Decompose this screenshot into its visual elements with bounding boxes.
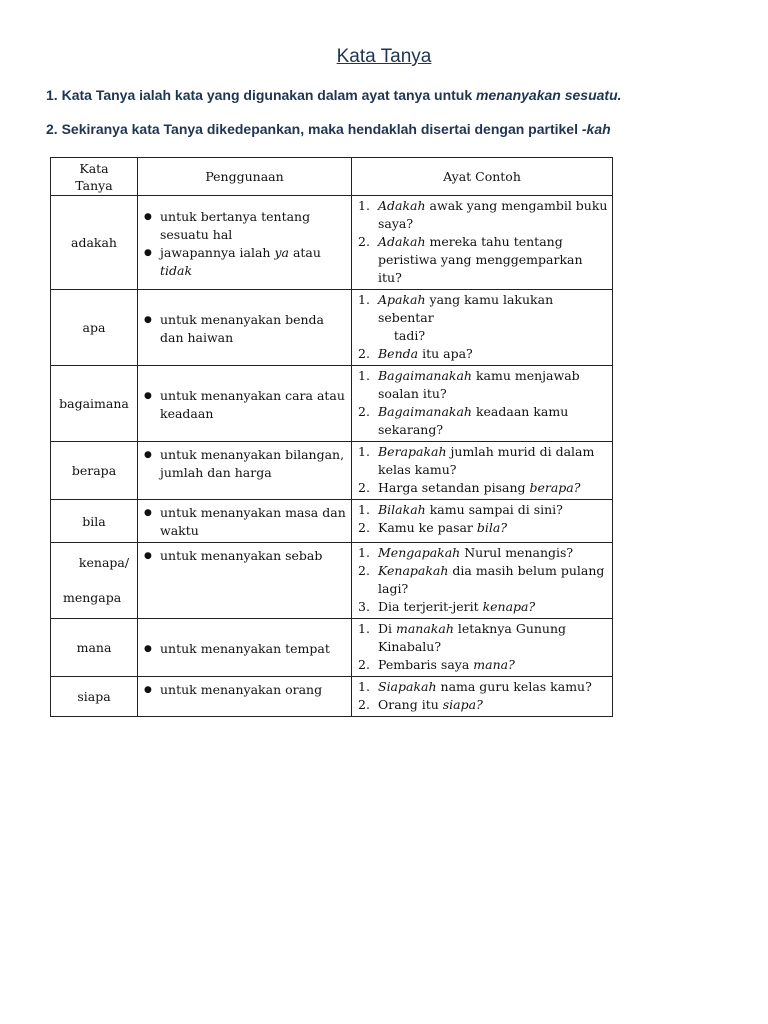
note-2-number: 2. xyxy=(46,121,58,137)
note-1 xyxy=(46,87,746,103)
usage-list xyxy=(138,543,351,567)
usage-list xyxy=(138,307,351,349)
note-2 xyxy=(46,121,746,137)
example-item: 2. Orang itu siapa? xyxy=(358,697,483,712)
kata-word: bagaimana xyxy=(59,396,129,411)
example-list xyxy=(352,442,612,499)
note-2-text: Sekiranya kata Tanya dikedepankan, maka hendaklah disertai dengan partikel xyxy=(61,121,578,137)
penggunaan-cell xyxy=(138,677,352,717)
example-list xyxy=(352,500,612,539)
penggunaan-cell xyxy=(138,366,352,442)
usage-item: ● untuk bertanya tentang sesuatu hal xyxy=(144,208,347,244)
usage-item: ● jawapannya ialah ya atau tidak xyxy=(144,244,347,280)
note-1-text: Kata Tanya ialah kata yang digunakan dalam ayat tanya untuk xyxy=(61,87,473,103)
example-item: 2. Adakah mereka tahu tentang peristiwa yang menggemparkan itu? xyxy=(358,234,583,285)
usage-list xyxy=(138,442,351,484)
penggunaan-cell xyxy=(138,196,352,290)
table-row xyxy=(51,677,613,717)
kata-cell xyxy=(51,500,138,543)
kata-word: adakah xyxy=(71,235,117,250)
ayat-contoh-cell xyxy=(352,366,613,442)
kata-tanya-table xyxy=(50,157,613,717)
table-row xyxy=(51,500,613,543)
note-1-number: 1. xyxy=(46,87,58,103)
table-header-row xyxy=(51,158,613,196)
ayat-contoh-cell xyxy=(352,677,613,717)
note-1-italic: menanyakan sesuatu. xyxy=(476,87,622,103)
kata-word: siapa xyxy=(77,689,111,704)
ayat-contoh-cell xyxy=(352,290,613,366)
example-item: 1. Apakah yang kamu lakukan sebentar tadi? xyxy=(358,292,554,343)
ayat-contoh-cell xyxy=(352,619,613,677)
kata-cell xyxy=(51,196,138,290)
header-kata-tanya: Kata Tanya xyxy=(51,158,138,196)
example-item: 2. Kenapakah dia masih belum pulang lagi? xyxy=(358,563,605,596)
ayat-contoh-cell xyxy=(352,196,613,290)
example-item: 1. Siapakah nama guru kelas kamu? xyxy=(358,679,592,694)
kata-word: apa xyxy=(82,320,106,335)
usage-list xyxy=(138,204,351,282)
kata-cell xyxy=(51,442,138,500)
table-row xyxy=(51,543,613,619)
usage-item: ● untuk menanyakan sebab xyxy=(144,547,347,565)
usage-item: ● untuk menanyakan bilangan, jumlah dan harga xyxy=(144,446,347,482)
usage-item: ● untuk menanyakan masa dan waktu xyxy=(144,504,347,540)
penggunaan-cell xyxy=(138,543,352,619)
example-list xyxy=(352,196,612,289)
example-item: 2. Kamu ke pasar bila? xyxy=(358,520,508,535)
kata-word: mana xyxy=(76,640,112,655)
table-row xyxy=(51,290,613,366)
table-row xyxy=(51,442,613,500)
usage-item: ● untuk menanyakan orang xyxy=(144,681,347,699)
usage-item: ● untuk menanyakan cara atau keadaan xyxy=(144,387,347,423)
example-item: 2. Harga setandan pisang berapa? xyxy=(358,480,581,495)
header-penggunaan: Penggunaan xyxy=(138,158,352,196)
usage-item: ● untuk menanyakan tempat xyxy=(144,640,347,658)
usage-item: ● untuk menanyakan benda dan haiwan xyxy=(144,311,347,347)
example-item: 2. Bagaimanakah keadaan kamu sekarang? xyxy=(358,404,569,437)
usage-list xyxy=(138,677,351,701)
table-row xyxy=(51,619,613,677)
example-list xyxy=(352,290,612,365)
example-item: 1. Berapakah jumlah murid di dalam kelas kamu? xyxy=(358,444,595,477)
ayat-contoh-cell xyxy=(352,543,613,619)
kata-cell xyxy=(51,366,138,442)
table-body xyxy=(51,196,613,717)
kata-word-alt: mengapa xyxy=(63,590,122,605)
example-item: 1. Adakah awak yang mengambil buku saya? xyxy=(358,198,608,231)
example-list xyxy=(352,543,612,618)
ayat-contoh-cell xyxy=(352,442,613,500)
example-item: 3. Dia terjerit-jerit kenapa? xyxy=(358,599,536,614)
example-item: 1. Bagaimanakah kamu menjawab soalan itu? xyxy=(358,368,580,401)
kata-cell xyxy=(51,290,138,366)
penggunaan-cell xyxy=(138,290,352,366)
penggunaan-cell xyxy=(138,500,352,543)
example-item: 2. Benda itu apa? xyxy=(358,346,473,361)
penggunaan-cell xyxy=(138,619,352,677)
usage-list xyxy=(138,636,351,660)
example-item: 1. Bilakah kamu sampai di sini? xyxy=(358,502,563,517)
penggunaan-cell xyxy=(138,442,352,500)
example-item: 1. Di manakah letaknya Gunung Kinabalu? xyxy=(358,621,567,654)
example-list xyxy=(352,677,612,716)
table-row xyxy=(51,366,613,442)
note-2-italic: -kah xyxy=(581,121,611,137)
kata-cell xyxy=(51,543,138,619)
table-row xyxy=(51,196,613,290)
kata-word: bila xyxy=(82,513,106,529)
page-title: Kata Tanya xyxy=(336,46,432,67)
kata-word: berapa xyxy=(71,463,117,478)
ayat-contoh-cell xyxy=(352,500,613,543)
kata-cell xyxy=(51,677,138,717)
example-item: 2. Pembaris saya mana? xyxy=(358,657,515,672)
header-ayat-contoh: Ayat Contoh xyxy=(352,158,613,196)
example-item: 1. Mengapakah Nurul menangis? xyxy=(358,545,574,560)
kata-word: kenapa/ xyxy=(78,555,130,570)
kata-cell xyxy=(51,619,138,677)
usage-list xyxy=(138,500,351,542)
example-list xyxy=(352,619,612,676)
example-list xyxy=(352,366,612,441)
usage-list xyxy=(138,383,351,425)
